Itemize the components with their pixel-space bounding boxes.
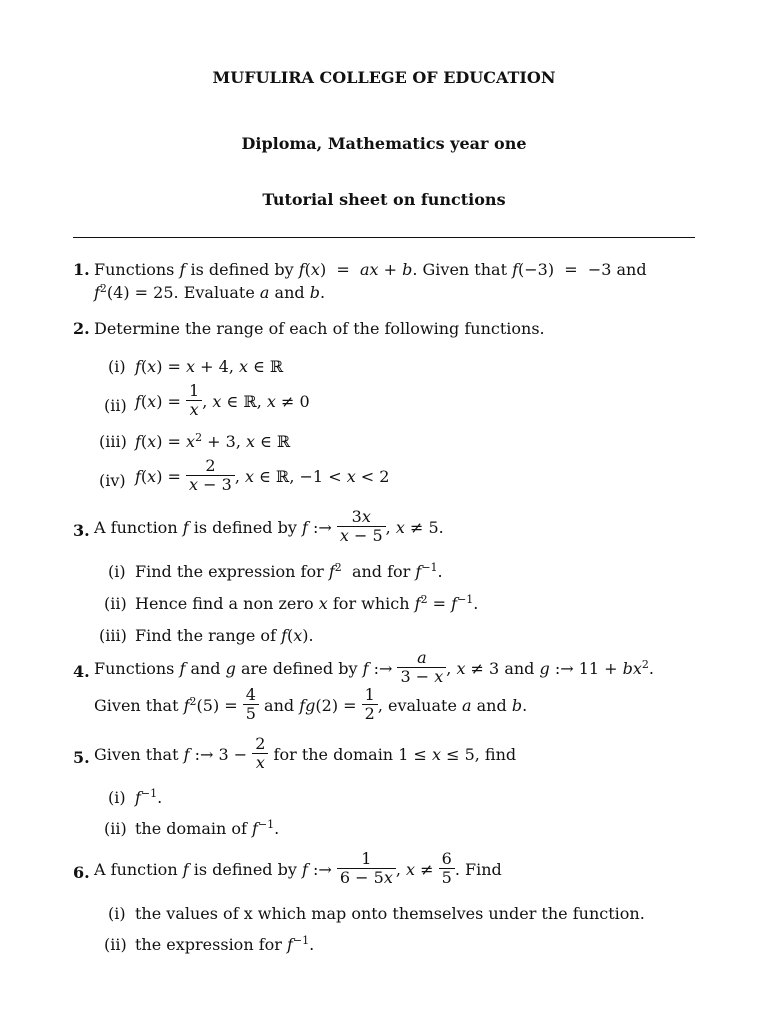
question-text: A function f is defined by f :→ $\frac{3x}{x - 5}$ , x ≠ 5. xyxy=(94,507,444,545)
part-label: (i) xyxy=(108,788,126,807)
header-divider xyxy=(73,237,695,238)
part-label: (i) xyxy=(108,562,126,581)
question-number: 5. xyxy=(73,748,90,767)
question-text: Functions f and g are defined by f :→ $\frac{a}{3 - x}$ , x ≠ 3 and g :→ $11 + bx^2$. xyxy=(94,648,654,686)
part-text: f(x) = x + 4, x ∈ ℝ xyxy=(135,357,284,376)
question-number: 3. xyxy=(73,521,90,540)
part-label: (ii) xyxy=(104,594,127,613)
part-label: (i) xyxy=(108,904,126,923)
question-text: Determine the range of each of the following functions. xyxy=(94,319,545,338)
question-text: Functions f is defined by f(x) = ax + b. Given that f(−3) = −3 and xyxy=(94,260,647,279)
part-text: f(x) = $\frac{1}{x}$ , x ∈ ℝ, x ≠ 0 xyxy=(135,381,310,419)
part-text: $f(x) = x^2 + 3$, x ∈ ℝ xyxy=(135,431,291,451)
sheet-title: Tutorial sheet on functions xyxy=(262,190,506,209)
question-number: 6. xyxy=(73,863,90,882)
question-number: 4. xyxy=(73,662,90,681)
question-text: A function f is defined by f :→ $\frac{1}{6 - 5x}$ , x ≠ $\frac{6}{5}$ . Find xyxy=(94,849,502,887)
question-number: 1. xyxy=(73,260,90,279)
part-label: (iv) xyxy=(99,471,126,490)
question-text: $f^2(4) = 25$. Evaluate a and b. xyxy=(94,282,326,302)
part-label: (ii) xyxy=(104,396,127,415)
part-text: the domain of $f^{-1}$. xyxy=(135,818,280,838)
part-text: $f^{-1}$. xyxy=(135,787,163,807)
part-label: (i) xyxy=(108,357,126,376)
part-label: (iii) xyxy=(99,432,127,451)
part-label: (ii) xyxy=(104,935,127,954)
question-text: Given that $f^2(5)$ = $\frac{4}{5}$ and fg(2) = $\frac{1}{2}$ , evaluate a and b. xyxy=(94,685,528,723)
part-label: (iii) xyxy=(99,626,127,645)
institution-title: MUFULIRA COLLEGE OF EDUCATION xyxy=(212,68,556,87)
course-title: Diploma, Mathematics year one xyxy=(241,134,527,153)
part-label: (ii) xyxy=(104,819,127,838)
part-text: Find the range of f(x). xyxy=(135,626,314,645)
question-number: 2. xyxy=(73,319,90,338)
part-text: the expression for $f^{-1}$. xyxy=(135,934,315,954)
question-text: Given that f :→ 3 − $\frac{2}{x}$ for the domain 1 ≤ x ≤ 5, find xyxy=(94,734,517,772)
part-text: Hence find a non zero x for which $f^2 = f^{-1}$. xyxy=(135,593,479,613)
part-text: the values of x which map onto themselves under the function. xyxy=(135,904,645,923)
part-text: f(x) = $\frac{2}{x - 3}$ , x ∈ ℝ, −1 < x < 2 xyxy=(135,456,390,494)
part-text: Find the expression for $f^2$ and for $f^{-1}$. xyxy=(135,561,443,581)
